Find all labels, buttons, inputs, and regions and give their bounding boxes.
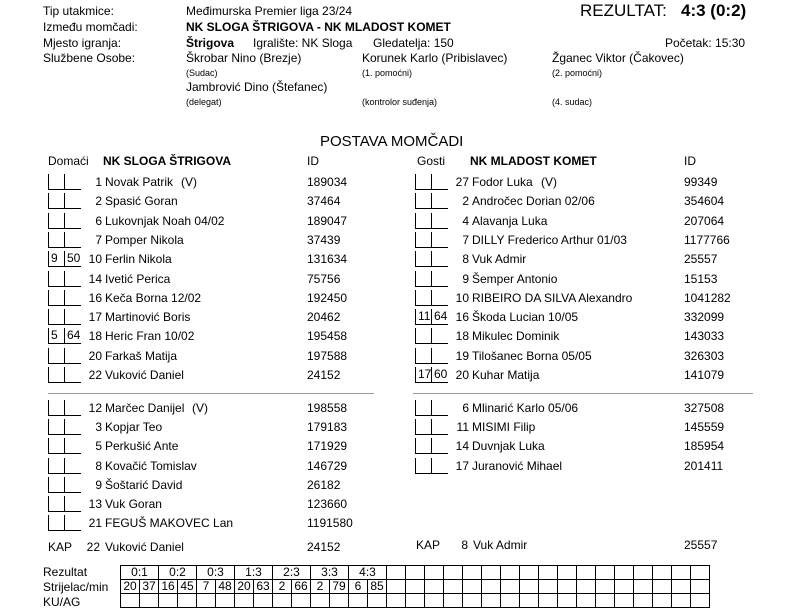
player-id: 354604 [684,194,725,209]
scorer-number: 20 [121,580,140,594]
lineup-box-a [48,477,65,493]
player-name: RIBEIRO DA SILVA Alexandro [472,290,633,305]
empty-cell [672,566,691,580]
lineup-box-b [64,419,81,435]
player-id: 145559 [684,420,725,435]
player-id: 99349 [684,175,718,189]
lineup-box-b [64,193,81,209]
player-name: Farkaš Matija [105,348,178,363]
section-title: POSTAVA MOMČADI [320,133,464,150]
player-name: Mikulec Dominik [472,329,560,344]
kuag-cell [311,594,330,608]
player-id: 75756 [307,271,341,286]
player-id: 201411 [684,458,724,473]
player-number: 21 [88,516,102,531]
kuag-cell [425,594,444,608]
lineup-box-a: 11 [415,309,432,325]
lineup-box-b [431,400,448,416]
score-cell: 3:3 [311,566,349,580]
official-role: (4. sudac) [552,97,593,107]
lineup-box-b [431,438,448,454]
empty-cell [672,580,691,594]
away-kap-label: KAP [416,538,441,552]
home-team-name: NK SLOGA ŠTRIGOVA [103,154,232,168]
mjesto-value: Štrigova [186,36,235,50]
empty-cell [634,580,653,594]
lineup-box-b [64,174,81,190]
player-name: Šemper Antonio [472,271,558,286]
kuag-cell [292,594,311,608]
empty-cell [577,566,596,580]
kuag-cell [577,594,596,608]
lineup-box-a [415,193,432,209]
player-name: Spasić Goran [105,194,178,209]
empty-cell [653,566,672,580]
empty-cell [444,580,463,594]
player-name: Duvnjak Luka [472,439,545,454]
scorer-minute: 45 [178,580,197,594]
lineup-box-a [48,309,65,325]
official-role: (2. pomoćni) [552,68,603,78]
kuag-row-label: KU/AG [43,595,81,609]
official-name: Škrobar Nino (Brezje) [186,51,302,65]
player-number: 18 [88,329,102,344]
kuag-cell [349,594,368,608]
empty-cell [520,566,539,580]
lineup-box-b [64,367,81,383]
player-number: 9 [462,271,469,286]
empty-cell [615,580,634,594]
lineup-box-a: 9 [48,251,65,267]
lineup-box-b [64,496,81,512]
sluzbene-label: Službene Osobe: [43,51,136,65]
player-id: 37464 [307,194,341,209]
player-id: 123660 [307,497,348,511]
lineup-box-a [48,232,65,248]
player-id: 197588 [307,348,348,363]
player-id: 1041282 [684,290,731,305]
scorer-minute: 66 [292,580,311,594]
lineup-box-b [431,328,448,344]
kuag-cell [235,594,254,608]
player-name: Juranović Mihael [472,458,563,473]
official-role: (kontrolor suđenja) [362,97,438,107]
lineup-box-b [431,193,448,209]
player-note: (V) [192,401,208,415]
official-name: Korunek Karlo (Pribislavec) [362,51,508,65]
lineup-box-b [431,232,448,248]
kuag-cell [178,594,197,608]
lineup-box-b [431,271,448,287]
scorer-minute: 37 [140,580,159,594]
player-number: 2 [462,194,469,209]
lineup-box-b [64,458,81,474]
player-id: 25557 [684,252,718,267]
score-cell: 4:3 [349,566,387,580]
lineup-box-a [415,251,432,267]
player-number: 16 [455,310,469,325]
home-id-header: ID [307,154,319,168]
lineup-box-a [48,458,65,474]
home-kap-id: 24152 [307,540,341,554]
scorer-minute: 85 [368,580,387,594]
lineup-box-a [48,213,65,229]
player-name: Vuk Goran [105,497,162,511]
scorer-number: 6 [349,580,368,594]
empty-cell [615,566,634,580]
player-number: 6 [95,213,102,228]
lineup-box-a [415,290,432,306]
lineup-box-b [64,290,81,306]
player-number: 13 [88,497,102,511]
player-name: Ivetić Perica [105,271,171,286]
player-note: (V) [541,175,557,189]
kuag-cell [615,594,634,608]
lineup-box-a [415,348,432,364]
kuag-cell [140,594,159,608]
player-number: 27 [455,175,469,189]
player-name: Alavanja Luka [472,213,548,228]
empty-cell [539,566,558,580]
player-id: 171929 [307,439,348,454]
player-name: Martinović Boris [105,310,191,325]
scorer-number: 2 [311,580,330,594]
away-kap-number: 8 [461,538,468,552]
empty-cell [596,580,615,594]
empty-cell [425,566,444,580]
lineup-box-a [48,400,65,416]
lineup-box-b [64,309,81,325]
player-name: Perkušić Ante [105,439,179,454]
away-kap-id: 25557 [684,538,718,552]
pocetak: Početak: 15:30 [665,36,746,50]
kuag-cell [121,594,140,608]
lineup-box-b: 64 [64,328,81,344]
rezultat-label: REZULTAT: [580,1,667,20]
player-id: 195458 [307,329,348,344]
lineup-box-b [64,348,81,364]
player-number: 12 [88,401,102,415]
empty-cell [539,580,558,594]
player-id: 24152 [307,368,341,382]
lineup-box-a [415,328,432,344]
player-number: 8 [95,458,102,473]
empty-cell [425,580,444,594]
player-name: MISIMI Filip [472,420,536,435]
player-number: 5 [95,439,102,454]
lineup-box-a [415,174,432,190]
empty-cell [691,580,710,594]
player-id: 179183 [307,420,348,435]
scorer-minute: 79 [330,580,349,594]
kuag-cell [482,594,501,608]
player-number: 7 [95,232,102,247]
lineup-box-a [415,232,432,248]
player-number: 7 [462,232,469,247]
lineup-box-a [48,496,65,512]
official-role: (1. pomoćni) [362,68,413,78]
empty-cell [387,566,406,580]
player-number: 10 [455,290,469,305]
kuag-cell [634,594,653,608]
empty-cell [501,566,520,580]
mjesto-label: Mjesto igranja: [43,36,122,50]
kuag-cell [501,594,520,608]
lineup-box-b: 64 [431,309,448,325]
home-kap-name: Vuković Daniel [105,540,184,554]
kuag-cell [254,594,273,608]
kuag-cell [463,594,482,608]
lineup-box-b [64,213,81,229]
lineup-box-b [64,232,81,248]
official-name: Jambrović Dino (Štefanec) [186,80,328,94]
kuag-cell [558,594,577,608]
player-number: 3 [95,420,102,435]
scorer-minute: 63 [254,580,273,594]
empty-cell [463,566,482,580]
home-kap-number: 22 [86,540,100,554]
player-name: Tilošanec Borna 05/05 [472,348,592,363]
lineup-box-a [415,213,432,229]
player-name: Marčec Danijel [105,401,185,415]
match-title: NK SLOGA ŠTRIGOVA - NK MLADOST KOMET [186,20,451,34]
scorer-number: 7 [197,580,216,594]
player-number: 18 [455,329,469,344]
player-number: 2 [95,194,102,209]
empty-cell [463,580,482,594]
player-id: 189034 [307,175,348,189]
score-cell: 0:3 [197,566,235,580]
igraliste: Igralište: NK Sloga [253,36,353,50]
player-id: 1191580 [307,516,353,531]
player-id: 1177766 [684,232,730,247]
kuag-cell [406,594,425,608]
player-name: DILLY Frederico Arthur 01/03 [472,232,627,247]
player-number: 22 [88,368,102,382]
player-id: 207064 [684,213,725,228]
empty-cell [501,580,520,594]
kuag-cell [596,594,615,608]
player-id: 20462 [307,310,341,325]
lineup-box-b [64,400,81,416]
scorer-minute: 48 [216,580,235,594]
lineup-box-b [431,348,448,364]
player-number: 17 [88,310,102,325]
lineup-box-a [415,271,432,287]
gledatelja: Gledatelja: 150 [373,36,454,50]
player-name: Šoštarić David [105,477,183,492]
player-name: Lukovnjak Noah 04/02 [105,213,225,228]
empty-cell [482,580,501,594]
score-table [120,565,710,608]
player-id: 15153 [684,271,718,286]
kuag-cell [539,594,558,608]
lineup-box-a [48,438,65,454]
player-number: 17 [455,458,469,473]
kuag-cell [672,594,691,608]
lineup-box-b [431,174,448,190]
player-number: 14 [455,439,469,454]
empty-cell [444,566,463,580]
empty-cell [406,580,425,594]
away-id-header: ID [684,154,696,168]
kuag-cell [387,594,406,608]
player-id: 332099 [684,310,725,325]
player-name: Heric Fran 10/02 [105,329,195,344]
player-name: Fodor Luka [472,175,533,189]
lineup-box-a [415,419,432,435]
strijelac-row-label: Strijelac/min [43,580,109,594]
player-id: 189047 [307,213,348,228]
player-name: Mlinarić Karlo 05/06 [472,401,579,415]
lineup-box-a [48,419,65,435]
scorer-number: 2 [273,580,292,594]
lineup-box-b: 60 [431,367,448,383]
player-id: 146729 [307,458,348,473]
lineup-box-a [48,174,65,190]
empty-cell [596,566,615,580]
away-team-name: NK MLADOST KOMET [470,154,597,168]
lineup-box-b [431,251,448,267]
kuag-cell [520,594,539,608]
kuag-cell [273,594,292,608]
away-kap-name: Vuk Admir [473,538,528,552]
izmedu-label: Između momčadi: [43,20,138,34]
kuag-cell [691,594,710,608]
player-note: (V) [181,175,197,189]
lineup-box-b [431,458,448,474]
empty-cell [691,566,710,580]
lineup-box-b [64,271,81,287]
player-name: Kopjar Teo [105,420,163,435]
scorer-number: 16 [159,580,178,594]
player-id: 192450 [307,290,348,305]
player-number: 9 [95,477,102,492]
official-role: (Sudac) [186,68,218,78]
score-cell: 2:3 [273,566,311,580]
lineup-box-a [48,348,65,364]
rezultat-row-label: Rezultat [43,565,88,579]
player-number: 4 [462,213,469,228]
player-number: 11 [456,420,469,435]
kuag-cell [159,594,178,608]
empty-cell [558,580,577,594]
player-name: Novak Patrik [105,175,174,189]
score-cell: 1:3 [235,566,273,580]
empty-cell [482,566,501,580]
player-id: 185954 [684,439,725,454]
tip-label: Tip utakmice: [43,4,114,18]
lineup-box-a [415,438,432,454]
empty-cell [577,580,596,594]
empty-cell [387,580,406,594]
player-id: 37439 [307,232,341,247]
player-number: 14 [88,271,102,286]
player-number: 20 [455,368,469,382]
kuag-cell [444,594,463,608]
kuag-cell [216,594,235,608]
lineup-box-b [431,213,448,229]
empty-cell [558,566,577,580]
kuag-cell [368,594,387,608]
player-name: Ferlin Nikola [105,252,172,267]
empty-cell [520,580,539,594]
player-name: Kuhar Matija [472,368,540,382]
official-name: Žganec Viktor (Čakovec) [552,51,684,65]
kuag-cell [330,594,349,608]
lineup-box-a: 17 [415,367,432,383]
player-name: Škoda Lucian 10/05 [472,310,579,325]
lineup-box-a [48,515,65,531]
lineup-box-b [64,438,81,454]
lineup-box-a [48,193,65,209]
player-id: 141079 [684,368,725,382]
player-name: FEGUŠ MAKOVEC Lan [105,516,234,531]
lineup-box-a [415,458,432,474]
home-divider [48,393,374,394]
away-divider [413,393,753,394]
tip-value: Međimurska Premier liga 23/24 [186,4,353,18]
player-name: Pomper Nikola [105,232,184,247]
player-id: 327508 [684,401,725,415]
score-cell: 0:1 [121,566,159,580]
player-name: Keča Borna 12/02 [105,290,202,305]
lineup-box-a [48,367,65,383]
empty-cell [653,580,672,594]
player-number: 6 [462,401,469,415]
player-number: 20 [88,348,102,363]
lineup-box-a: 5 [48,328,65,344]
empty-cell [406,566,425,580]
player-number: 16 [88,290,102,305]
lineup-box-b: 50 [64,251,81,267]
player-name: Vuk Admir [472,252,527,267]
kuag-cell [197,594,216,608]
home-kap-label: KAP [48,540,73,554]
kuag-cell [653,594,672,608]
player-number: 8 [462,252,469,267]
player-number: 19 [455,348,469,363]
player-id: 131634 [307,252,348,267]
rezultat-value: 4:3 (0:2) [681,1,747,20]
player-number: 1 [95,175,102,189]
lineup-box-a [415,400,432,416]
lineup-box-a [48,271,65,287]
player-name: Andročec Dorian 02/06 [472,194,595,209]
player-number: 10 [88,252,102,267]
empty-cell [634,566,653,580]
lineup-box-b [64,515,81,531]
home-label: Domaći [48,154,89,168]
scorer-number: 20 [235,580,254,594]
player-id: 143033 [684,329,725,344]
player-id: 26182 [307,477,341,492]
lineup-box-b [64,477,81,493]
player-name: Kovačić Tomislav [105,458,197,473]
lineup-box-b [431,290,448,306]
lineup-box-a [48,290,65,306]
away-label: Gosti [417,154,446,168]
lineup-box-b [431,419,448,435]
player-name: Vuković Daniel [105,368,184,382]
official-role: (delegat) [186,97,222,107]
player-id: 326303 [684,348,725,363]
score-cell: 0:2 [159,566,197,580]
player-id: 198558 [307,401,348,415]
